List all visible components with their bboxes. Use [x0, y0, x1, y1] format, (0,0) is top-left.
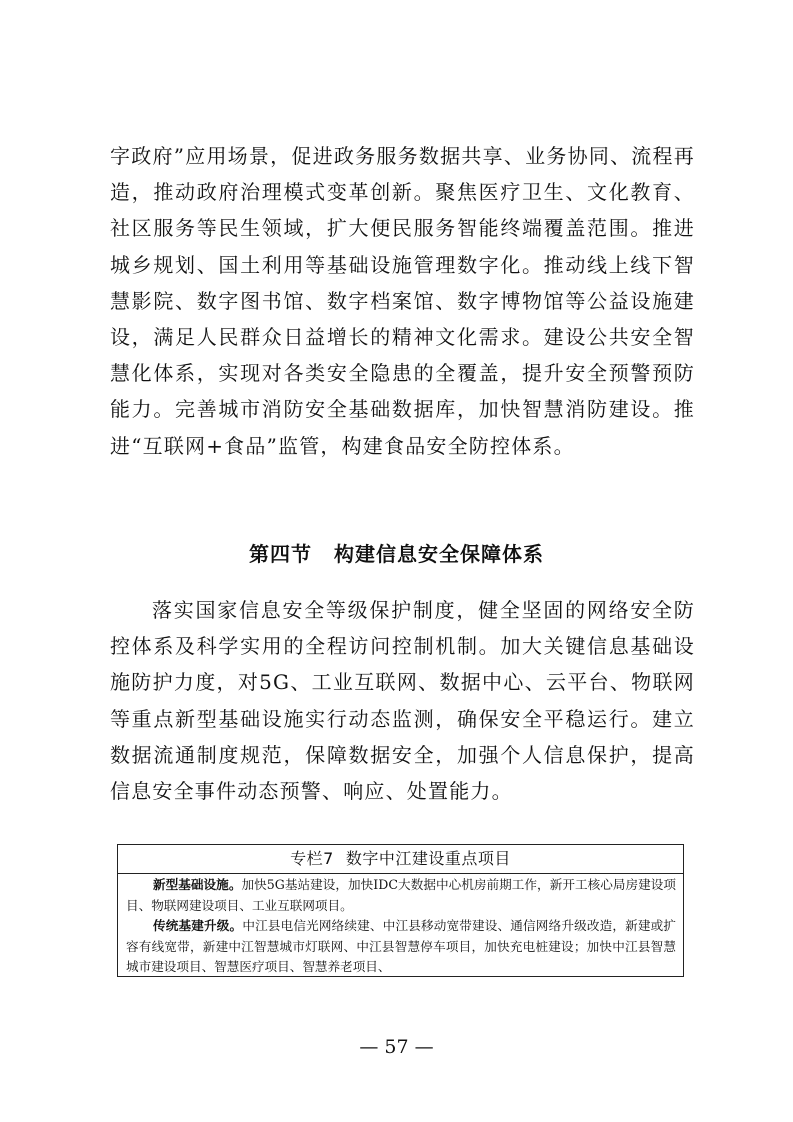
feature-box-number: 专栏7 [290, 849, 334, 868]
feature-box-item-label: 传统基建升级。 [153, 918, 243, 933]
body-paragraph-digital-government: 字政府”应用场景，促进政务服务数据共享、业务协同、流程再造，推动政府治理模式变革创新。聚焦医疗卫生、文化教育、社区服务等民生领域，扩大便民服务智能终端覆盖范围。推进城乡规划、国土利用等基础设施管理数字化。推动线上线下智慧影院、数字图书馆、数字档案馆、数字博物馆等公益设施建设，满足人民群众日益增长的精神文化需求。建设公共安全智慧化体系，实现对各类安全隐患的全覆盖，提升安全预警预防能力。完善城市消防安全基础数据库，加快智慧消防建设。推进“互联网+食品”监管，构建食品安全防控体系。 [110, 144, 695, 458]
feature-box-item [126, 875, 676, 916]
page-number: — 57 — [359, 1036, 434, 1058]
feature-box-item-text: 加快5G基站建设，加快IDC大数据中心机房前期工作，新开工核心局房建设项目、物联网建设项目、工业互联网项目。 [126, 877, 677, 913]
section-heading [0, 538, 793, 567]
feature-box-title [118, 845, 683, 874]
section-number: 第四节 [249, 542, 312, 566]
feature-box-item-text: 中江县电信光网络续建、中江县移动宽带建设、通信网络升级改造，新建或扩容有线宽带，新建中江智慧城市灯联网、中江县智慧停车项目，加快充电桩建设；加快中江县智慧城市建设项目、智慧医疗项目、智慧养老项目、 [126, 918, 677, 974]
body-paragraph-information-security: 落实国家信息安全等级保护制度，健全坚固的网络安全防控体系及科学实用的全程访问控制机制。加大关键信息基础设施防护力度，对5G、工业互联网、数据中心、云平台、物联网等重点新型基础设施实行动态监测，确保安全平稳运行。建立数据流通制度规范，保障数据安全，加强个人信息保护，提高信息安全事件动态预警、响应、处置能力。 [110, 598, 695, 804]
section-title: 构建信息安全保障体系 [334, 542, 544, 566]
feature-box-title-text: 数字中江建设重点项目 [345, 849, 511, 868]
feature-box-item [126, 916, 676, 978]
feature-box-body [118, 874, 683, 978]
feature-box-item-label: 新型基础设施。 [153, 877, 242, 892]
feature-box [117, 844, 684, 977]
